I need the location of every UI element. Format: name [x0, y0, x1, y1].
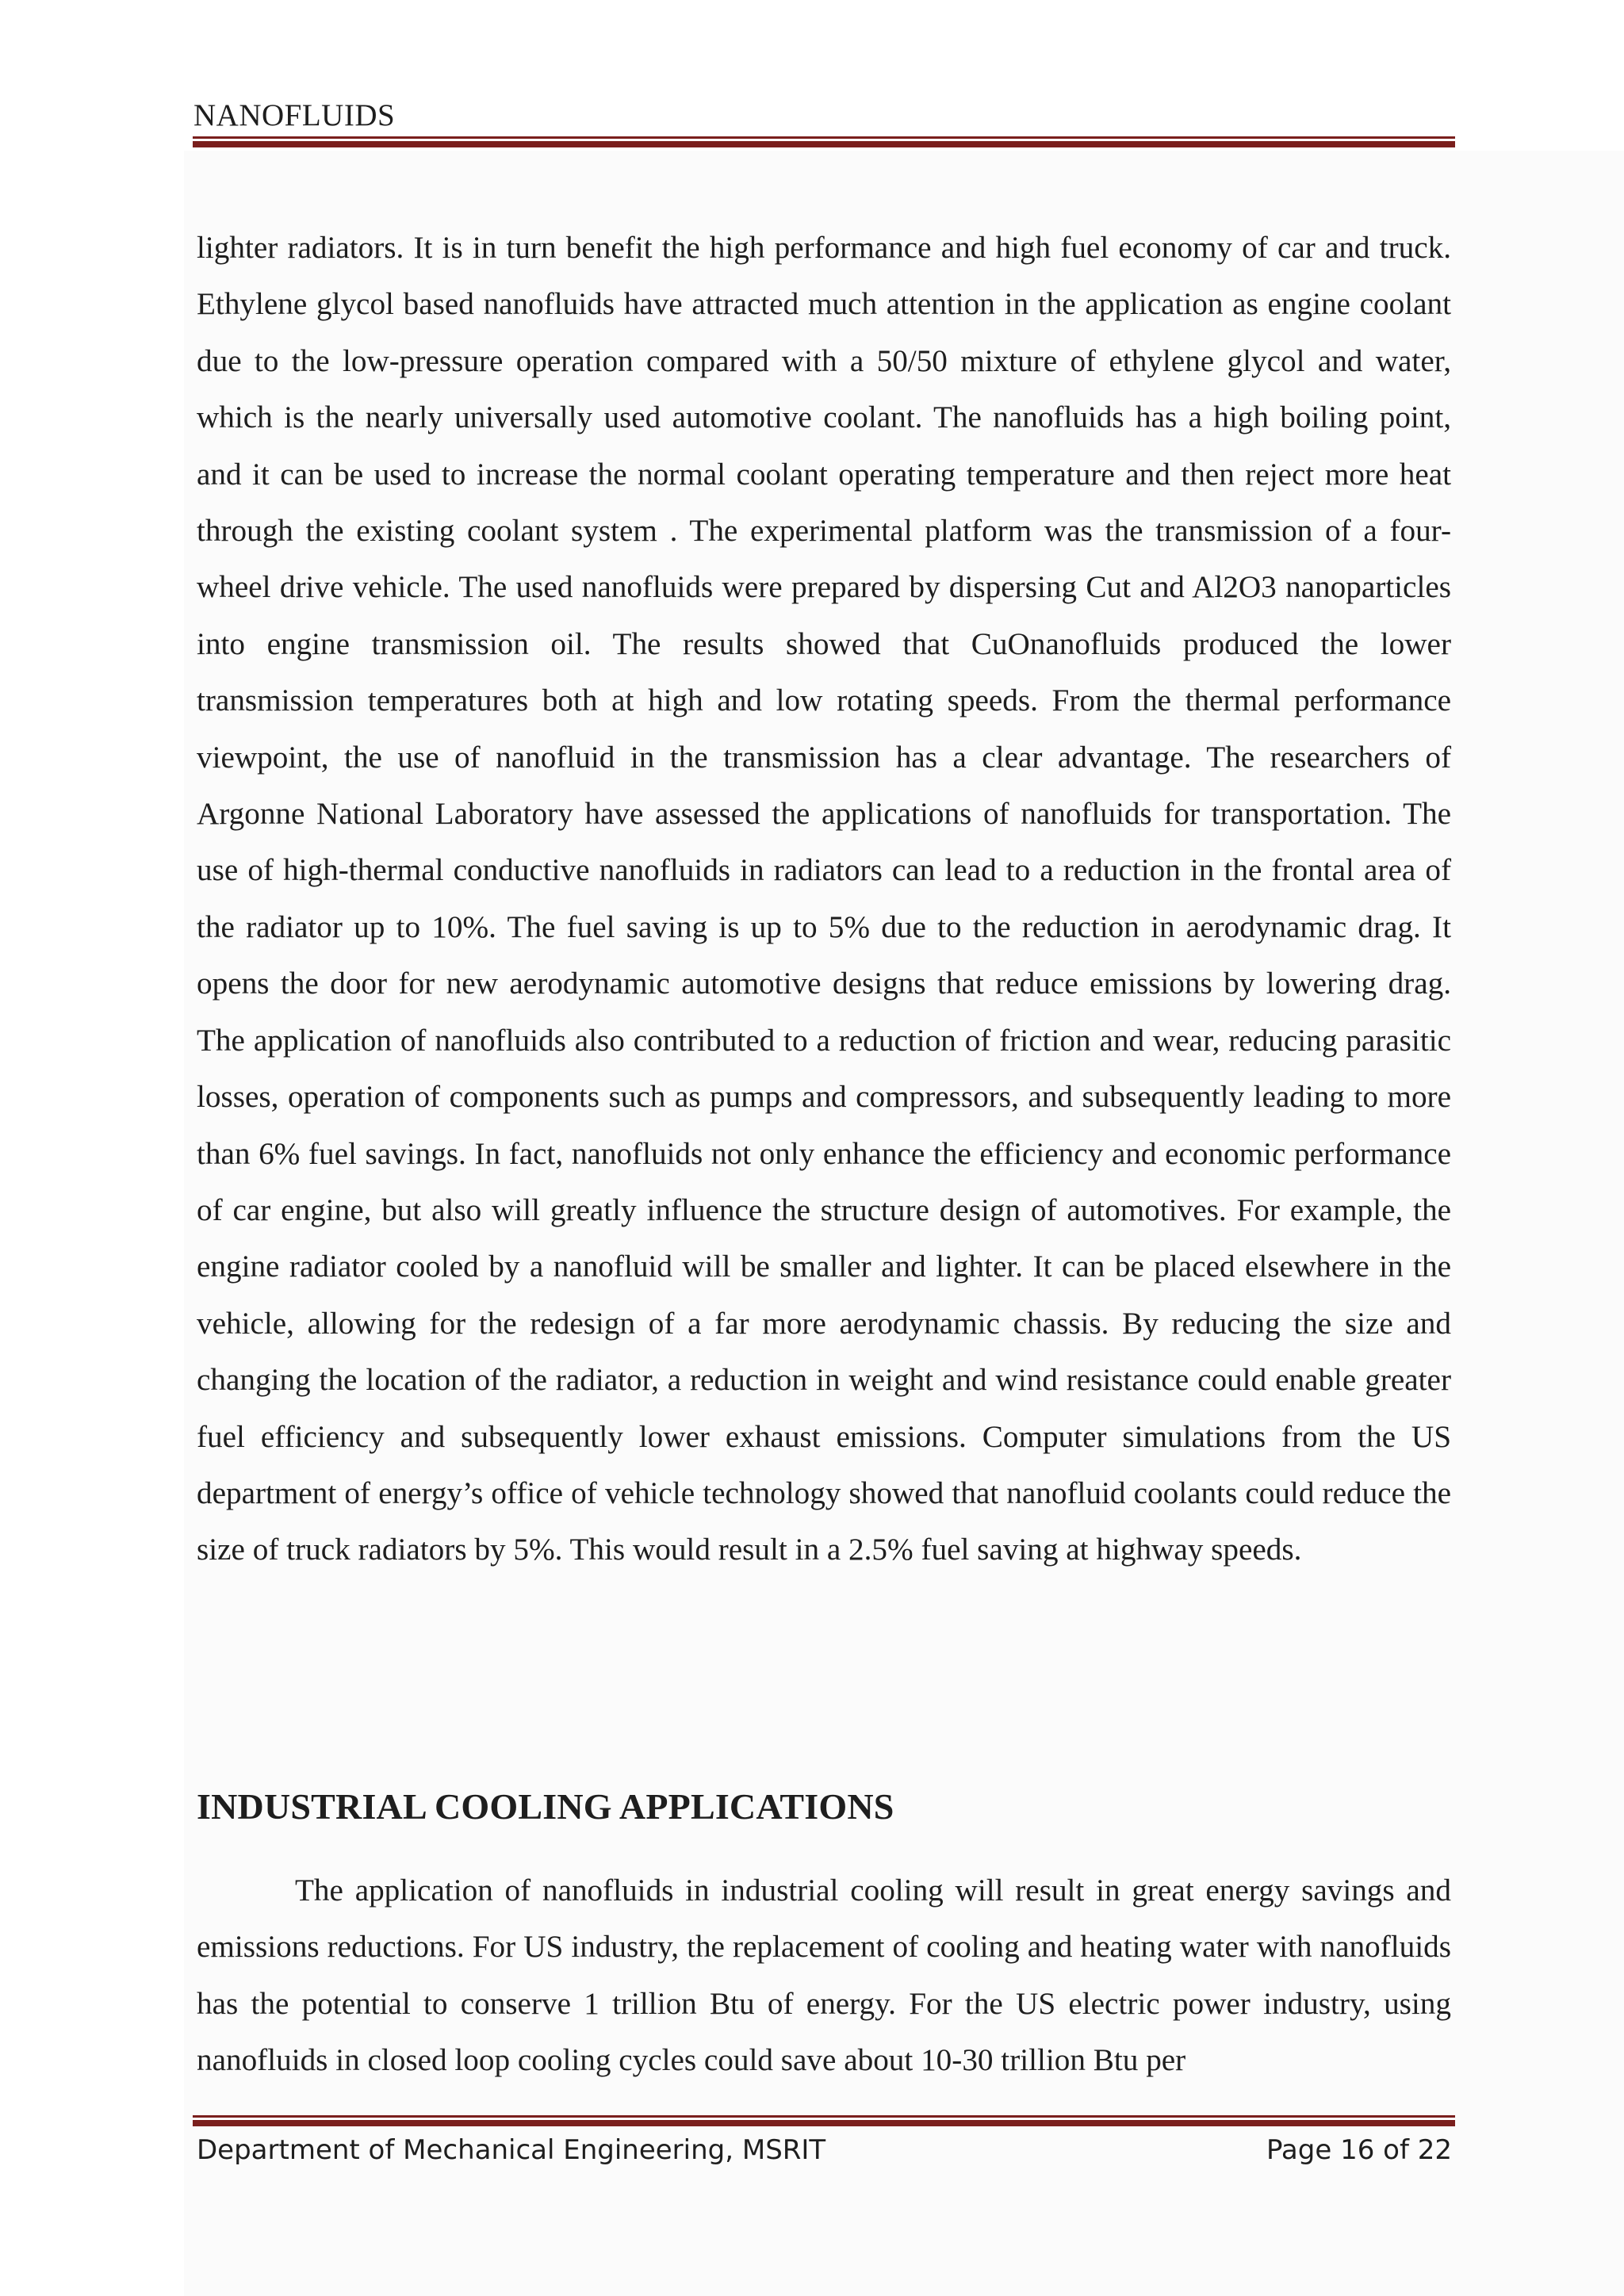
body-paragraph-1: lighter radiators. It is in turn benefit the high performance and high fuel economy of car and truck. Ethylene glycol based nanofluids have attracted much attention in the application as engine coolant due to the low-pressure operation compared with a 50/50 mixture of ethylene glycol and water, which is the nearly universally used automotive coolant. The nanofluids has a high boiling point, and it can be used to increase the normal coolant operating temperature and then reject more heat through the existing coolant system . The experimental platform was the transmission of a four-wheel drive vehicle. The used nanofluids were prepared by dispersing Cut and Al2O3 nanoparticles into engine transmission oil. The results showed that CuOnanofluids produced the lower transmission temperatures both at high and low rotating speeds. From the thermal performance viewpoint, the use of nanofluid in the transmission has a clear advantage. The researchers of Argonne National Laboratory have assessed the applications of nanofluids for transportation. The use of high-thermal conductive nanofluids in radiators can lead to a reduction in the frontal area of the radiator up to 10%. The fuel saving is up to 5% due to the reduction in aerodynamic drag. It opens the door for new aerodynamic automotive designs that reduce emissions by lowering drag. The application of nanofluids also contributed to a reduction of friction and wear, reducing parasitic losses, operation of components such as pumps and compressors, and subsequently leading to more than 6% fuel savings. In fact, nanofluids not only enhance the efficiency and economic performance of car engine, but also will greatly influence the structure design of automotives. For example, the engine radiator cooled by a nanofluid will be smaller and lighter. It can be placed elsewhere in the vehicle, allowing for the redesign of a far more aerodynamic chassis. By reducing the size and changing the location of the radiator, a reduction in weight and wind resistance could enable greater fuel efficiency and subsequently lower exhaust emissions. Computer simulations from the US department of energy’s office of vehicle technology showed that nanofluid coolants could reduce the size of truck radiators by 5%. This would result in a 2.5% fuel saving at highway speeds.	[197, 231, 1451, 1567]
header-rule-thick	[193, 141, 1455, 147]
running-header: NANOFLUIDS	[193, 98, 396, 132]
footer-rule-thick	[193, 2120, 1455, 2126]
header-rule	[193, 136, 1455, 147]
footer-department: Department of Mechanical Engineering, MSRIT	[197, 2134, 826, 2166]
body-paragraph-2: The application of nanofluids in industrial cooling will result in great energy savings and emissions reductions. For US industry, the replacement of cooling and heating water with nanofluids has the potential to conserve 1 trillion Btu of energy. For the US electric power industry, using nanofluids in closed loop cooling cycles could save about 10-30 trillion Btu per	[197, 1873, 1451, 2078]
section-heading: INDUSTRIAL COOLING APPLICATIONS	[197, 1786, 894, 1827]
footer-rule	[193, 2115, 1455, 2126]
footer-page-number: Page 16 of 22	[1266, 2134, 1452, 2166]
